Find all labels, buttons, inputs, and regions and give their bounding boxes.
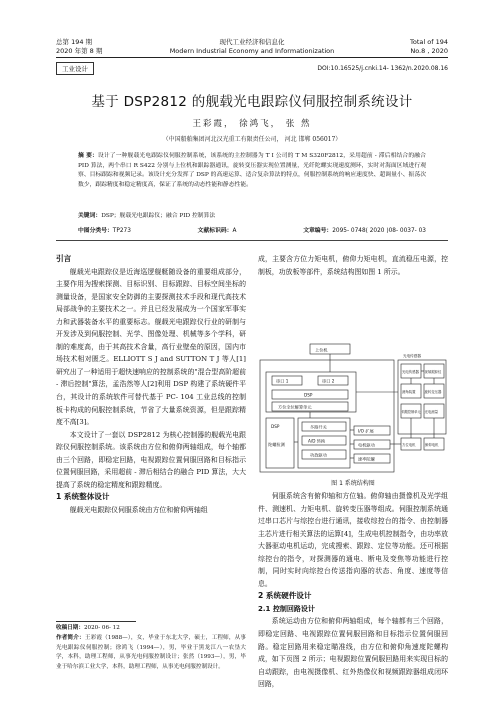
footnote-rule (56, 621, 136, 622)
fig-amp-label: 功放驱动 (310, 452, 327, 458)
fig-serial1-label: 串口 1 (276, 378, 289, 384)
keywords-text: DSP；舰载光电跟踪仪；融合 PID 控制算法 (101, 213, 216, 219)
clc-value: TP273 (112, 228, 131, 234)
fig-upper-pc-label: 上位机 (315, 347, 328, 353)
issue-info-right (410, 38, 448, 56)
fig-serial2-label: 串口 2 (322, 378, 335, 384)
fig-ps-sensor-label: 光电测量 (424, 410, 439, 414)
section-2-1-heading: 2.1 控制回路设计 (258, 604, 315, 613)
footnote (56, 624, 246, 673)
system-structure-diagram (258, 342, 448, 476)
article-label: 文章编号： (303, 228, 333, 234)
section-tag: 工业设计 (56, 62, 94, 75)
paper-title: 基于 DSP2812 的舰载光电跟踪仪伺服控制系统设计 (91, 94, 413, 110)
fig-motor-az-label: 方位电机 (402, 443, 416, 447)
issue-no-en: No.8 , 2020 (410, 47, 448, 55)
fig-rate-gyro-label: 速率陀螺 (358, 456, 375, 462)
fig-tv-sensor-label: 光电传感器 (402, 370, 419, 374)
journal-name-en: Modern Industrial Economy and Informationization (169, 47, 335, 55)
received-value: 2020- 06- 12 (83, 625, 120, 631)
doc-code (198, 225, 237, 234)
intro-paragraph-1: 舰载光电跟踪仪是近海巡逻舰艇随设备的重要组成部分，主要作用为搜索探测、目标识别、目标跟踪、目标空间坐标的测量设备，是国家安全防御的主要探测技术手段和现代高技术局部战争的主要技术之一。并且已经发展成为一个国家军事实力和武器装备水平的重要标志。舰载光电跟踪仪行业的研制与开发涉及到伺服控制、光学、图像处理、机械等多个学科，研制的难度高，由于其高技术含量，高行业壁垒的原因，国内市场技术相对匮乏。ELLIOTT S J and SUTTON T J 等人[1]研究出了一种适用于超快速响应的控制系统的"混合型高阶超前 - 滞后控制"算法，孟浩然等人[2]利用 DSP 构建了系统硬件平台，其设计的系统软件可替代基于 PC- 104 工业总线的控制板卡构成的伺服控制系统，节省了大量系统资源，但是跟踪精度不高[3]。 (56, 267, 246, 427)
classification-row (78, 225, 426, 234)
author-bio (56, 634, 246, 673)
doc-value: A (232, 228, 237, 234)
fig-az-pos-label: 方位全位解算单元 (278, 404, 312, 410)
figure-1-system-diagram (258, 342, 448, 476)
authors: 王彩霞， 徐鸿飞， 张 然 (192, 119, 312, 129)
clc-number (78, 225, 131, 234)
abstract (78, 152, 426, 190)
journal-name-cn: 现代工业经济和信息化 (219, 38, 285, 46)
keywords (78, 212, 426, 221)
fig-motor-el-label: 俯仰电机 (425, 443, 439, 447)
section-1-heading: 1 系统整体设计 (56, 492, 110, 502)
author-bio-label: 作者简介： (56, 634, 85, 641)
doi: DOI:10.16525/j.cnki.14- 1362/n.2020.08.16 (317, 65, 448, 72)
clc-label: 中图分类号： (78, 228, 113, 234)
keywords-label: 关键词： (78, 213, 102, 219)
fig-dsp2-label: DSP (271, 424, 280, 429)
received-date (56, 624, 246, 634)
fig-ad-label: A/D 转换 (308, 438, 326, 444)
fig-servo-pwr-label: 电机驱动 (358, 442, 375, 448)
control-box-outer (260, 360, 394, 472)
section-2-heading: 2 系统硬件设计 (258, 591, 312, 601)
abstract-label: 摘 要： (78, 153, 98, 159)
intro-heading: 引言 (56, 254, 72, 263)
control-loop-paragraph: 系统运动由方位和俯仰两轴组成，每个轴都有三个回路，即稳定回路、电视跟踪位置伺服回路和目标指示位置伺服回路。稳定回路用来稳定瞄准线，由方位和俯仰角速度陀螺构成，如下页图 2 所示；电视跟踪位置伺服回路用来实现目标的自动跟踪，由电视摄像机、红外热像仪和视频跟踪器组成闭环回路， (258, 617, 448, 689)
fig-mux-label: 多路开关 (310, 424, 327, 430)
fig-io-label: I/O 扩展 (358, 428, 374, 434)
issue-info-left (56, 38, 102, 56)
total-issue-en: Total of 194 (410, 38, 448, 46)
intro-paragraph-2: 本文设计了一套以 DSP2812 为核心控制器的舰载光电跟踪仪伺服控制系统。该系统由方位和俯仰两轴组成，每个轴都由三个回路，即稳定回路，电视跟踪位置伺服回路和目标指示位置伺服回路，采用超前 - 滞后相结合的融合 PID 算法，大大提高了系统的稳定精度和跟踪精度。 (56, 430, 246, 489)
journal-header (0, 0, 504, 60)
journal-name (160, 38, 344, 56)
affiliation: （中国船舶集团河北汉光重工有限责任公司， 河北 邯郸 056017） (162, 136, 342, 143)
right-column-bottom (258, 490, 448, 691)
fig-angle-meter-label: 测角装置 (402, 390, 416, 394)
total-issue: 总第 194 期 (56, 38, 93, 46)
header-rule (56, 57, 448, 58)
section-1-paragraph: 舰载光电跟踪仪伺服系统由方位和俯仰两轴组 (69, 505, 208, 514)
doc-label: 文献标识码： (197, 228, 233, 234)
fig-dsp-gyro-label: 陀螺检测 (268, 442, 285, 447)
figure-1-caption: 图 1 系统结构图 (331, 480, 375, 487)
fig-dsp1-label: DSP (304, 392, 313, 398)
fig-servo-ctrl-label: 伺服控制单元 (401, 410, 421, 414)
article-value: 2095- 0748( 2020 )08- 0037- 03 (332, 228, 426, 234)
abstract-text: 设计了一种舰载光电跟踪仪伺服控制系统，该系统的主控制器为 T I 公司的 T M S320F2812，采用超前 - 滞后相结合的融合 PID 算法，两个串口 R S422 分别与上位机和跟踪器通讯，旋转变压器实现位置测量，光纤陀螺实现速度测环，实时对海面区域进行观察、目标跟踪和视频记录。该设计充分发挥了 DSP 的高速运算、适合复杂算法的特点，伺服控制系统的响应速度快、超调量小、振荡次数少，跟踪精度和稳定精度高，保证了系统的动态性能和静态性能。 (78, 153, 426, 188)
abstract-separator (56, 240, 448, 241)
right-column-top (258, 253, 448, 278)
author-bio-text: 王彩霞（1988—），女，毕业于东北大学，硕士，工程师，从事光电跟踪仪伺服控制；徐鸿飞（1994—），男，毕业于黑龙江八一农垦大学，本科，助理工程师，从事光电伺服控制设计；张然（1993—），男，毕业于哈尔滨工业大学，本科，助理工程师，从事光电伺服控制设计。 (56, 634, 246, 671)
year-issue: 2020 年第 8 期 (56, 47, 103, 55)
article-number (303, 225, 426, 234)
servo-description-paragraph: 伺服系统含有俯仰轴和方位轴。俯仰轴由摄像机及光学组件、测速机、力矩电机、旋转变压器等组成。伺服控制系统通过串口芯片与综控台进行通讯，接收综控台的指令、由控制器主芯片进行相关算法的运算[4]，生成电机控制指令，由功率放大器驱动电机运动，完成搜索、跟踪、定位等功能。还可根据综控台的指令，对探测器的通电、断电及变焦等功能进行控制，同时实时向综控台传送指向器的状态、角度、速度等信息。 (258, 492, 448, 588)
left-column (56, 253, 246, 516)
right-intro-paragraph: 成，主要含方位力矩电机，俯仰力矩电机，直流稳压电源，控制板，功放板等部件，系统结构图如图 1 所示。 (258, 255, 448, 276)
received-label: 收稿日期： (56, 625, 84, 631)
fig-sensor-box-label: 光电传感器 (403, 354, 421, 358)
fig-resolver-label: 旋转变压器 (424, 390, 442, 394)
fig-scope-label: 视频跟踪仪 (424, 370, 442, 374)
